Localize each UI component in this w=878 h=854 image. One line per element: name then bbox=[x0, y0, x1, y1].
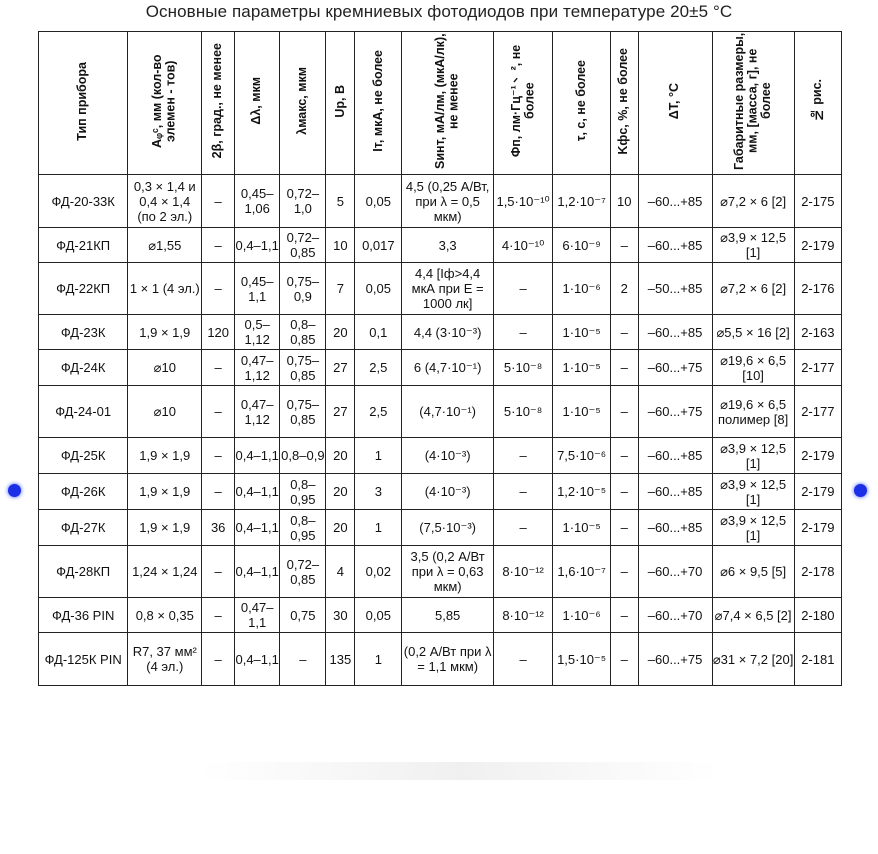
table-cell: 0,8–0,95 bbox=[280, 474, 326, 510]
table-cell: 2-178 bbox=[794, 546, 841, 598]
table-cell: 2-176 bbox=[794, 263, 841, 315]
table-cell: ФД-27К bbox=[39, 510, 128, 546]
table-cell: 2 bbox=[610, 263, 638, 315]
table-cell: – bbox=[610, 546, 638, 598]
table-cell: 3,5 (0,2 А/Вт при λ = 0,63 мкм) bbox=[402, 546, 493, 598]
table-cell: 4,5 (0,25 А/Вт, при λ = 0,5 мкм) bbox=[402, 175, 493, 228]
table-cell: –60...+75 bbox=[638, 633, 712, 686]
table-cell: 27 bbox=[326, 350, 355, 386]
table-cell: 2-163 bbox=[794, 315, 841, 350]
table-cell: 1 bbox=[355, 438, 402, 474]
table-cell: ФД-24-01 bbox=[39, 386, 128, 438]
table-cell: 2-179 bbox=[794, 510, 841, 546]
column-header-label: Iт, мкА, не более bbox=[370, 50, 385, 152]
table-cell: 0,8 × 0,35 bbox=[128, 598, 202, 633]
table-cell: 1,2·10⁻⁵ bbox=[553, 474, 611, 510]
table-cell: 0,4–1,1 bbox=[235, 438, 280, 474]
table-cell: ⌀7,2 × 6 [2] bbox=[712, 263, 794, 315]
column-header bbox=[128, 32, 202, 175]
table-cell: 20 bbox=[326, 510, 355, 546]
table-cell: 6·10⁻⁹ bbox=[553, 228, 611, 263]
table-cell: 0,45–1,1 bbox=[235, 263, 280, 315]
table-cell: 5 bbox=[326, 175, 355, 228]
table-cell: – bbox=[610, 438, 638, 474]
table-cell: 0,4–1,1 bbox=[235, 546, 280, 598]
column-header bbox=[39, 32, 128, 175]
table-cell: – bbox=[493, 510, 553, 546]
table-cell: 0,4–1,1 bbox=[235, 633, 280, 686]
column-header bbox=[638, 32, 712, 175]
column-header-label: Тип прибора bbox=[75, 61, 90, 141]
table-cell: ФД-28КП bbox=[39, 546, 128, 598]
table-cell: 6 (4,7·10⁻¹) bbox=[402, 350, 493, 386]
table-cell: ⌀3,9 × 12,5 [1] bbox=[712, 510, 794, 546]
table-cell: 0,05 bbox=[355, 263, 402, 315]
table-cell: 1,9 × 1,9 bbox=[128, 438, 202, 474]
table-cell: 5·10⁻⁸ bbox=[493, 386, 553, 438]
table-title: Основные параметры кремниевых фотодиодов при температуре 20±5 °С bbox=[145, 2, 733, 21]
column-header bbox=[493, 32, 553, 175]
table-cell: ⌀10 bbox=[128, 350, 202, 386]
table-cell: –60...+75 bbox=[638, 386, 712, 438]
table-cell: – bbox=[202, 228, 235, 263]
table-cell: ⌀7,4 × 6,5 [2] bbox=[712, 598, 794, 633]
table-cell: 0,47–1,12 bbox=[235, 386, 280, 438]
table-header bbox=[39, 32, 842, 175]
table-cell: –60...+85 bbox=[638, 175, 712, 228]
table-cell: 0,75–0,9 bbox=[280, 263, 326, 315]
column-header-label: Аᵩᶜ, мм (кол-во элемен - тов) bbox=[150, 54, 178, 148]
table-cell: 0,75–0,85 bbox=[280, 350, 326, 386]
table-cell: 1 bbox=[355, 633, 402, 686]
table-cell: (4,7·10⁻¹) bbox=[402, 386, 493, 438]
table-cell: 20 bbox=[326, 315, 355, 350]
table-cell: 4·10⁻¹⁰ bbox=[493, 228, 553, 263]
table-cell: 8·10⁻¹² bbox=[493, 598, 553, 633]
table-cell: 7,5·10⁻⁶ bbox=[553, 438, 611, 474]
table-cell: 8·10⁻¹² bbox=[493, 546, 553, 598]
table-cell: – bbox=[610, 350, 638, 386]
table-cell: 0,02 bbox=[355, 546, 402, 598]
table-cell: – bbox=[202, 175, 235, 228]
table-cell: – bbox=[202, 546, 235, 598]
table-cell: 1,9 × 1,9 bbox=[128, 510, 202, 546]
table-cell: – bbox=[202, 474, 235, 510]
table-cell: 5,85 bbox=[402, 598, 493, 633]
column-header bbox=[712, 32, 794, 175]
table-cell: 36 bbox=[202, 510, 235, 546]
column-header-label: 2β, град., не менее bbox=[210, 43, 225, 159]
table-body bbox=[39, 175, 842, 686]
table-cell: 0,8–0,9 bbox=[280, 438, 326, 474]
table-row bbox=[39, 598, 842, 633]
column-header bbox=[202, 32, 235, 175]
table-cell: – bbox=[610, 510, 638, 546]
column-header-label: Kфс, %, не более bbox=[616, 47, 631, 155]
table-cell: 0,8–0,85 bbox=[280, 315, 326, 350]
table-cell: 0,1 bbox=[355, 315, 402, 350]
table-cell: (4·10⁻³) bbox=[402, 474, 493, 510]
table-cell: 2-175 bbox=[794, 175, 841, 228]
table-cell: (7,5·10⁻³) bbox=[402, 510, 493, 546]
table-row bbox=[39, 175, 842, 228]
table-cell: (4·10⁻³) bbox=[402, 438, 493, 474]
table-cell: 1·10⁻⁶ bbox=[553, 598, 611, 633]
table-cell: ФД-21КП bbox=[39, 228, 128, 263]
table-cell: 1·10⁻⁵ bbox=[553, 350, 611, 386]
table-cell: 30 bbox=[326, 598, 355, 633]
table-cell: – bbox=[493, 474, 553, 510]
table-cell: 0,8–0,95 bbox=[280, 510, 326, 546]
table-row bbox=[39, 438, 842, 474]
table-cell: ⌀7,2 × 6 [2] bbox=[712, 175, 794, 228]
table-row bbox=[39, 546, 842, 598]
table-cell: – bbox=[610, 386, 638, 438]
table-cell: –60...+85 bbox=[638, 228, 712, 263]
table-cell: 0,72–0,85 bbox=[280, 228, 326, 263]
table-row bbox=[39, 315, 842, 350]
table-cell: 0,72–1,0 bbox=[280, 175, 326, 228]
column-header-label: Габаритные размеры, мм, [масса, г], не более bbox=[731, 32, 773, 170]
table-cell: 0,4–1,1 bbox=[235, 510, 280, 546]
table-cell: ФД-23К bbox=[39, 315, 128, 350]
table-cell: ⌀3,9 × 12,5 [1] bbox=[712, 474, 794, 510]
table-cell: – bbox=[202, 263, 235, 315]
table-cell: ⌀31 × 7,2 [20] bbox=[712, 633, 794, 686]
table-cell: 0,75 bbox=[280, 598, 326, 633]
table-cell: ФД-24К bbox=[39, 350, 128, 386]
table-cell: 4 bbox=[326, 546, 355, 598]
column-header bbox=[235, 32, 280, 175]
table-cell: ⌀3,9 × 12,5 [1] bbox=[712, 228, 794, 263]
column-header bbox=[280, 32, 326, 175]
table-cell: ⌀1,55 bbox=[128, 228, 202, 263]
table-cell: 1·10⁻⁵ bbox=[553, 510, 611, 546]
table-cell: 1,6·10⁻⁷ bbox=[553, 546, 611, 598]
table-row bbox=[39, 228, 842, 263]
table-cell: 1 bbox=[355, 510, 402, 546]
table-cell: 4,4 (3·10⁻³) bbox=[402, 315, 493, 350]
table-cell: – bbox=[610, 474, 638, 510]
column-header-label: τ, с, не более bbox=[573, 60, 588, 142]
table-cell: 3 bbox=[355, 474, 402, 510]
table-row bbox=[39, 474, 842, 510]
table-row bbox=[39, 263, 842, 315]
table-cell: –60...+85 bbox=[638, 315, 712, 350]
table-cell: 0,45–1,06 bbox=[235, 175, 280, 228]
table-cell: 2,5 bbox=[355, 386, 402, 438]
table-cell: 2-179 bbox=[794, 228, 841, 263]
column-header bbox=[794, 32, 841, 175]
table-row bbox=[39, 633, 842, 686]
table-cell: 1,24 × 1,24 bbox=[128, 546, 202, 598]
table-cell: 7 bbox=[326, 263, 355, 315]
table-cell: – bbox=[493, 633, 553, 686]
table-cell: 0,75–0,85 bbox=[280, 386, 326, 438]
table-cell: 2,5 bbox=[355, 350, 402, 386]
scan-smudge bbox=[200, 762, 720, 780]
table-cell: 27 bbox=[326, 386, 355, 438]
table-cell: –60...+70 bbox=[638, 598, 712, 633]
table-cell: – bbox=[610, 228, 638, 263]
table-cell: – bbox=[202, 438, 235, 474]
table-cell: ⌀5,5 × 16 [2] bbox=[712, 315, 794, 350]
table-cell: ФД-36 PIN bbox=[39, 598, 128, 633]
table-cell: 0,47–1,12 bbox=[235, 350, 280, 386]
right-marker-dot bbox=[854, 484, 867, 497]
table-cell: 20 bbox=[326, 474, 355, 510]
column-header-label: Sинт, мА/лм, (мкА/лк), не менее bbox=[433, 33, 461, 169]
table-cell: – bbox=[610, 633, 638, 686]
table-cell: – bbox=[610, 598, 638, 633]
column-header-label: Uр, В bbox=[332, 84, 347, 118]
table-cell: (0,2 А/Вт при λ = 1,1 мкм) bbox=[402, 633, 493, 686]
table-cell: 0,72–0,85 bbox=[280, 546, 326, 598]
column-header bbox=[402, 32, 493, 175]
table-cell: 1,5·10⁻⁵ bbox=[553, 633, 611, 686]
table-cell: 1,9 × 1,9 bbox=[128, 474, 202, 510]
table-cell: R7, 37 мм² (4 эл.) bbox=[128, 633, 202, 686]
table-row bbox=[39, 386, 842, 438]
table-cell: 4,4 [Iф>4,4 мкА при E = 1000 лк] bbox=[402, 263, 493, 315]
table-cell: ⌀3,9 × 12,5 [1] bbox=[712, 438, 794, 474]
table-cell: 1·10⁻⁵ bbox=[553, 386, 611, 438]
table-cell: ФД-22КП bbox=[39, 263, 128, 315]
table-cell: 1 × 1 (4 эл.) bbox=[128, 263, 202, 315]
table-cell: 0,017 bbox=[355, 228, 402, 263]
table-cell: 2-179 bbox=[794, 438, 841, 474]
table-cell: 1,9 × 1,9 bbox=[128, 315, 202, 350]
table-cell: – bbox=[493, 438, 553, 474]
table-cell: 0,47–1,1 bbox=[235, 598, 280, 633]
column-header bbox=[326, 32, 355, 175]
table-cell: 10 bbox=[610, 175, 638, 228]
column-header-label: ΔT, °С bbox=[667, 82, 682, 120]
table-cell: – bbox=[202, 350, 235, 386]
table-cell: 2-177 bbox=[794, 386, 841, 438]
table-cell: – bbox=[202, 633, 235, 686]
table-cell: – bbox=[202, 598, 235, 633]
table-cell: – bbox=[202, 386, 235, 438]
table-cell: 10 bbox=[326, 228, 355, 263]
column-header bbox=[610, 32, 638, 175]
column-header-label: Φп, лм·Гц⁻¹ᐟ², не более bbox=[508, 44, 537, 158]
left-marker-dot bbox=[8, 484, 21, 497]
table-cell: –60...+85 bbox=[638, 510, 712, 546]
table-cell: ⌀6 × 9,5 [5] bbox=[712, 546, 794, 598]
table-cell: ФД-25К bbox=[39, 438, 128, 474]
table-cell: 0,4–1,1 bbox=[235, 474, 280, 510]
table-cell: – bbox=[610, 315, 638, 350]
table-cell: 2-180 bbox=[794, 598, 841, 633]
table-cell: ФД-125К PIN bbox=[39, 633, 128, 686]
table-cell: –60...+70 bbox=[638, 546, 712, 598]
table-cell: –60...+85 bbox=[638, 474, 712, 510]
table-cell: – bbox=[280, 633, 326, 686]
table-cell: 0,5–1,12 bbox=[235, 315, 280, 350]
table-cell: 135 bbox=[326, 633, 355, 686]
table-cell: – bbox=[493, 263, 553, 315]
table-cell: – bbox=[493, 315, 553, 350]
parameters-table bbox=[38, 31, 842, 686]
table-cell: –60...+75 bbox=[638, 350, 712, 386]
table-cell: ФД-20-33К bbox=[39, 175, 128, 228]
table-cell: 1,2·10⁻⁷ bbox=[553, 175, 611, 228]
table-cell: 3,3 bbox=[402, 228, 493, 263]
table-cell: 2-179 bbox=[794, 474, 841, 510]
column-header-label: Δλ, мкм bbox=[249, 77, 264, 125]
table-cell: 120 bbox=[202, 315, 235, 350]
table-cell: 2-177 bbox=[794, 350, 841, 386]
table-cell: 0,3 × 1,4 и 0,4 × 1,4 (по 2 эл.) bbox=[128, 175, 202, 228]
column-header-label: № рис. bbox=[810, 79, 825, 123]
table-cell: 2-181 bbox=[794, 633, 841, 686]
table-cell: ФД-26К bbox=[39, 474, 128, 510]
table-cell: 1·10⁻⁶ bbox=[553, 263, 611, 315]
table-cell: ⌀19,6 × 6,5 [10] bbox=[712, 350, 794, 386]
table-cell: 0,4–1,1 bbox=[235, 228, 280, 263]
table-cell: ⌀19,6 × 6,5 полимер [8] bbox=[712, 386, 794, 438]
table-cell: 1,5·10⁻¹⁰ bbox=[493, 175, 553, 228]
table-cell: –60...+85 bbox=[638, 438, 712, 474]
column-header bbox=[355, 32, 402, 175]
column-header-label: λмакс, мкм bbox=[295, 67, 310, 135]
table-row bbox=[39, 350, 842, 386]
table-cell: 0,05 bbox=[355, 175, 402, 228]
table-row bbox=[39, 510, 842, 546]
table-cell: 0,05 bbox=[355, 598, 402, 633]
table-cell: ⌀10 bbox=[128, 386, 202, 438]
table-cell: 20 bbox=[326, 438, 355, 474]
table-cell: –50...+85 bbox=[638, 263, 712, 315]
column-header bbox=[553, 32, 611, 175]
table-cell: 1·10⁻⁵ bbox=[553, 315, 611, 350]
table-cell: 5·10⁻⁸ bbox=[493, 350, 553, 386]
